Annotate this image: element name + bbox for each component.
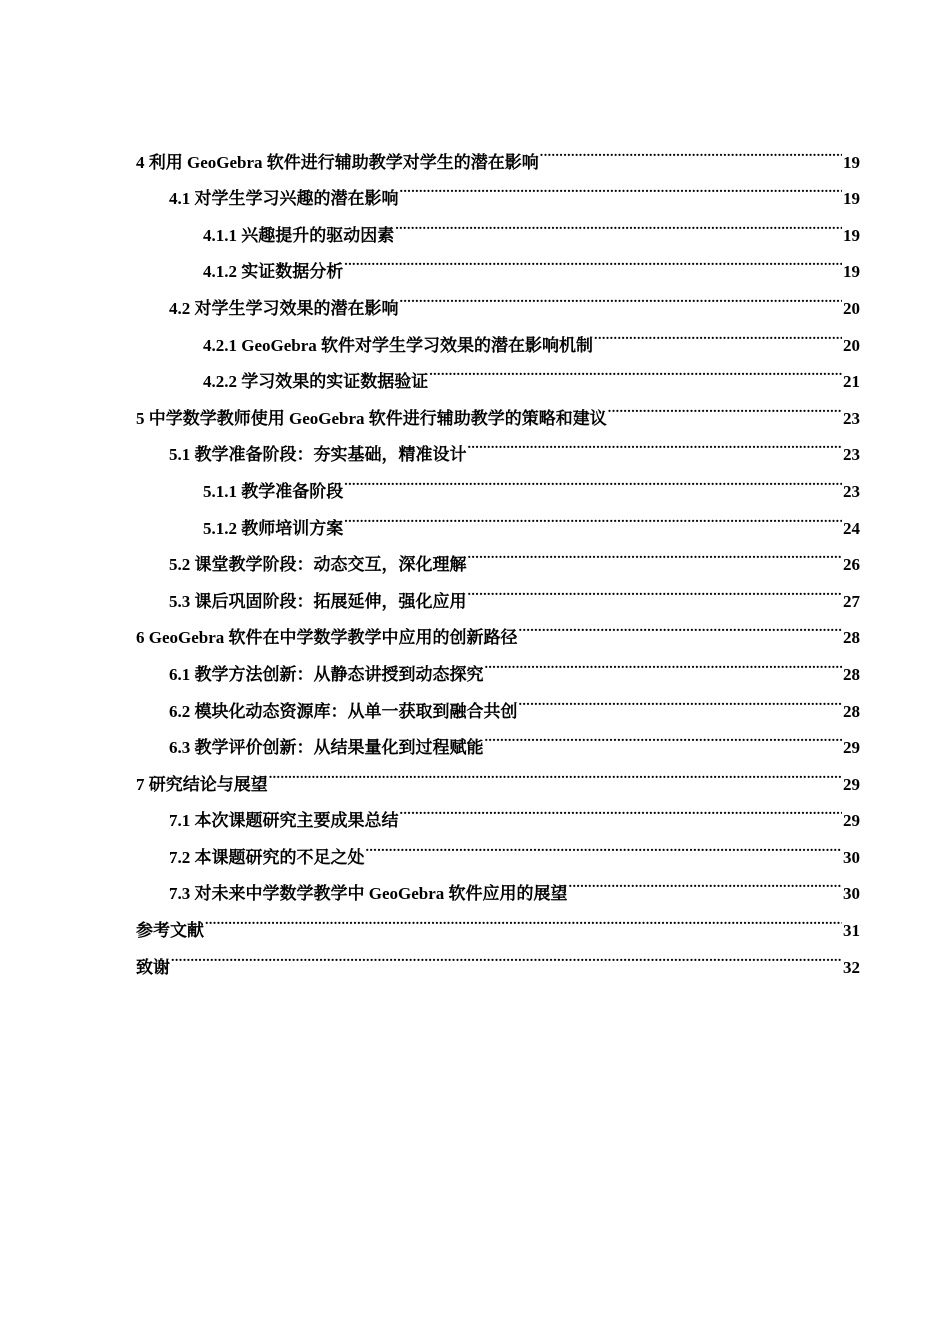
toc-leader-dots <box>366 826 843 863</box>
toc-page-number: 29 <box>843 811 860 831</box>
toc-leader-dots <box>569 863 842 900</box>
toc-page-number: 20 <box>843 335 860 355</box>
toc-leader-dots <box>269 753 842 790</box>
toc-page-number: 19 <box>843 152 860 172</box>
toc-entry-title: 4.1.1 兴趣提升的驱动因素 <box>203 225 395 245</box>
toc-entry-title: 参考文献 <box>136 921 204 941</box>
toc-leader-dots <box>429 351 842 388</box>
toc-leader-dots <box>485 717 843 754</box>
toc-leader-dots <box>344 460 842 497</box>
toc-entry[interactable] <box>136 131 860 172</box>
toc-leader-dots <box>400 168 843 205</box>
toc-leader-dots <box>594 314 842 351</box>
toc-leader-dots <box>171 936 842 973</box>
toc-page-number: 31 <box>843 921 860 941</box>
toc-leader-dots <box>540 131 842 168</box>
toc-leader-dots <box>468 424 843 461</box>
toc-page-number: 28 <box>843 701 860 721</box>
toc-entry-title: 4.2.1 GeoGebra 软件对学生学习效果的潜在影响机制 <box>203 335 594 355</box>
toc-page-number: 27 <box>843 591 860 611</box>
toc-entry-title: 7.2 本课题研究的不足之处 <box>169 847 365 867</box>
toc-leader-dots <box>344 241 842 278</box>
toc-entry-title: 7 研究结论与展望 <box>136 774 268 794</box>
toc-entry-title: 6 GeoGebra 软件在中学数学教学中应用的创新路径 <box>136 628 518 648</box>
toc-page-number: 24 <box>843 518 860 538</box>
toc-entry[interactable] <box>136 899 860 941</box>
toc-leader-dots <box>608 387 842 424</box>
toc-page-number: 29 <box>843 738 860 758</box>
toc-leader-dots <box>519 680 843 717</box>
toc-leader-dots <box>468 534 843 571</box>
toc-page-number: 23 <box>843 408 860 428</box>
toc-page-number: 26 <box>843 555 860 575</box>
toc-entry-title: 4.1.2 实证数据分析 <box>203 262 344 282</box>
toc-leader-dots <box>205 899 842 936</box>
toc-entry-title: 7.3 对未来中学数学教学中 GeoGebra 软件应用的展望 <box>169 884 568 904</box>
toc-page-number: 23 <box>843 445 860 465</box>
toc-page-number: 21 <box>843 372 860 392</box>
toc-leader-dots <box>400 277 843 314</box>
toc-leader-dots <box>400 790 843 827</box>
toc-entry-title: 6.2 模块化动态资源库：从单一获取到融合共创 <box>169 701 518 721</box>
toc-entry-title: 5.1 教学准备阶段：夯实基础，精准设计 <box>169 445 467 465</box>
toc-entry[interactable] <box>136 936 860 977</box>
toc-page-number: 28 <box>843 628 860 648</box>
toc-entry-title: 5.1.2 教师培训方案 <box>203 518 344 538</box>
toc-entry-title: 5.1.1 教学准备阶段 <box>203 481 344 501</box>
toc-entry-title: 7.1 本次课题研究主要成果总结 <box>169 811 399 831</box>
toc-page-number: 30 <box>843 847 860 867</box>
toc-entry-title: 致谢 <box>136 957 170 977</box>
table-of-contents <box>136 131 860 977</box>
toc-page-number: 19 <box>843 225 860 245</box>
toc-entry-title: 4 利用 GeoGebra 软件进行辅助教学对学生的潜在影响 <box>136 152 539 172</box>
toc-entry-title: 5 中学数学教师使用 GeoGebra 软件进行辅助教学的策略和建议 <box>136 408 607 428</box>
toc-page-number: 23 <box>843 481 860 501</box>
toc-page-number: 19 <box>843 262 860 282</box>
toc-page-number: 28 <box>843 664 860 684</box>
toc-page-number: 29 <box>843 774 860 794</box>
toc-entry-title: 6.1 教学方法创新：从静态讲授到动态探究 <box>169 664 484 684</box>
toc-leader-dots <box>519 607 842 644</box>
toc-page-number: 32 <box>843 957 860 977</box>
toc-entry-title: 5.2 课堂教学阶段：动态交互，深化理解 <box>169 555 467 575</box>
toc-entry-title: 5.3 课后巩固阶段：拓展延伸，强化应用 <box>169 591 467 611</box>
toc-leader-dots <box>344 497 842 534</box>
toc-leader-dots <box>485 643 843 680</box>
toc-page-number: 20 <box>843 298 860 318</box>
toc-entry-title: 4.1 对学生学习兴趣的潜在影响 <box>169 189 399 209</box>
toc-page-number: 19 <box>843 189 860 209</box>
toc-entry-title: 4.2.2 学习效果的实证数据验证 <box>203 372 429 392</box>
toc-leader-dots <box>468 570 843 607</box>
toc-page-number: 30 <box>843 884 860 904</box>
toc-leader-dots <box>395 204 842 241</box>
toc-entry-title: 6.3 教学评价创新：从结果量化到过程赋能 <box>169 738 484 758</box>
toc-entry-title: 4.2 对学生学习效果的潜在影响 <box>169 298 399 318</box>
